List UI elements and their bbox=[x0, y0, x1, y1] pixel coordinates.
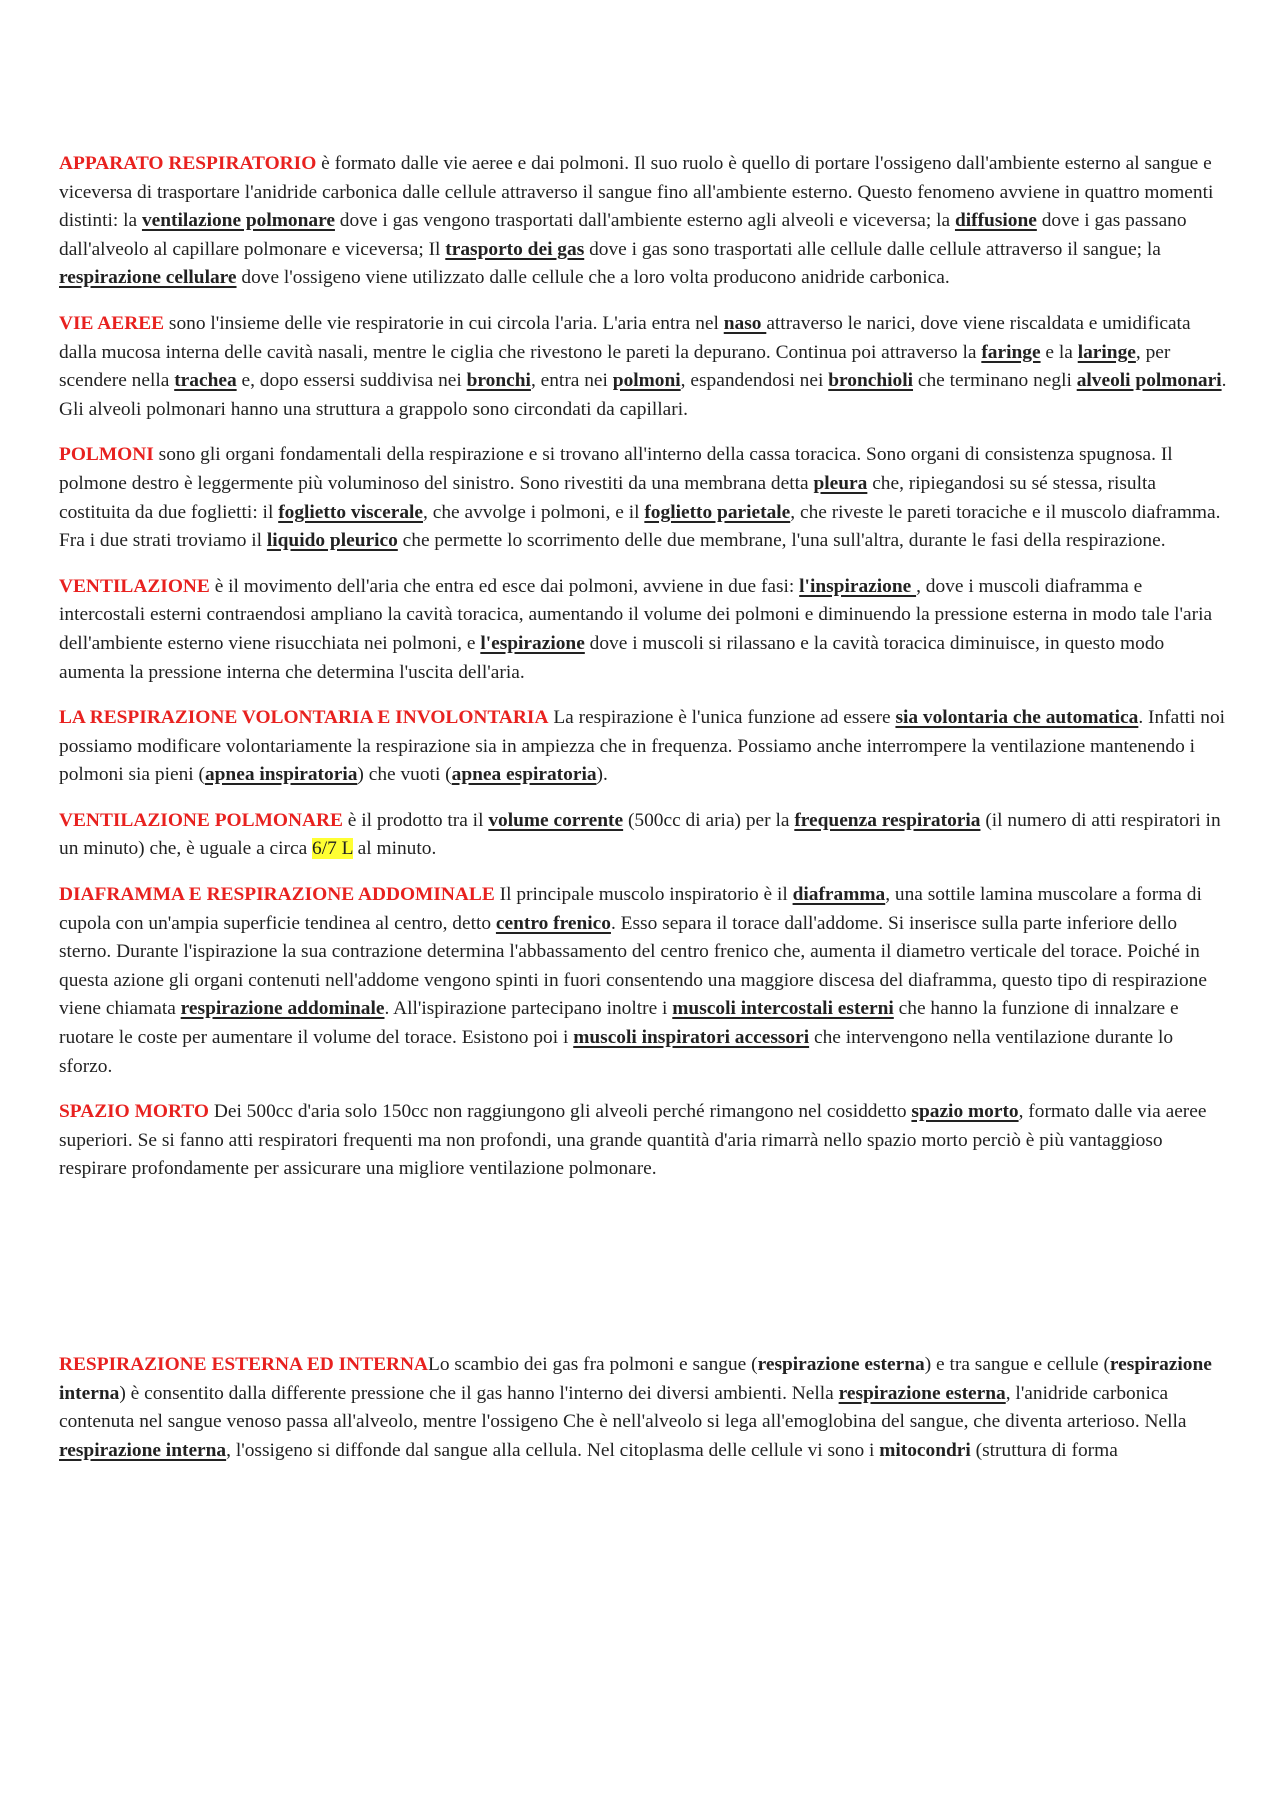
section-heading: RESPIRAZIONE ESTERNA ED INTERNA bbox=[59, 1354, 429, 1375]
key-term: respirazione interna bbox=[59, 1439, 227, 1461]
key-term: frequenza respiratoria bbox=[794, 809, 981, 831]
body-text: sono gli organi fondamentali della respirazione e si trovano all'interno della cassa toracica. Sono organi di consistenza spugnosa. Il polmone destro è leggermente più voluminoso del sinistro. Sono rivestiti da una membrana detta bbox=[59, 444, 1173, 494]
body-text: . All'ispirazione partecipano inoltre i bbox=[384, 998, 673, 1020]
key-term: liquido pleurico bbox=[266, 530, 398, 552]
body-text: , che riveste le pareti toraciche e il muscolo diaframma. Fra i due strati troviamo il bbox=[59, 501, 1221, 552]
section-heading: DIAFRAMMA E RESPIRAZIONE ADDOMINALE bbox=[59, 884, 495, 906]
body-text: attraverso le narici, dove viene riscaldata e umidificata dalla mucosa interna delle cavità nasali, mentre le ciglia che rivestono le pareti la depurano. Continua poi attraverso la bbox=[59, 312, 1191, 363]
body-text: e, dopo essersi suddivisa nei bbox=[236, 370, 467, 392]
key-term: foglietto viscerale bbox=[278, 501, 424, 523]
key-term: muscoli intercostali esterni bbox=[672, 998, 894, 1020]
key-term: alveoli polmonari bbox=[1076, 370, 1222, 392]
body-text: è il movimento dell'aria che entra ed esce dai polmoni, avviene in due fasi: bbox=[209, 575, 800, 597]
highlighted-value: 6/7 L bbox=[312, 838, 353, 860]
key-term: sia volontaria che automatica bbox=[895, 707, 1139, 729]
body-text: ) che vuoti ( bbox=[357, 764, 452, 786]
document-page bbox=[59, 150, 1229, 1482]
body-text: , entra nei bbox=[530, 370, 613, 392]
body-text: (500cc di aria) per la bbox=[623, 809, 795, 831]
section-heading: VENTILAZIONE bbox=[59, 575, 210, 597]
paragraph-polmoni bbox=[59, 441, 1229, 555]
body-text: , una sottile lamina muscolare a forma di cupola con un'ampia superficie tendinea al centro, detto bbox=[59, 884, 1202, 934]
body-text: sono l'insieme delle vie respiratorie in cui circola l'aria. L'aria entra nel bbox=[164, 312, 724, 334]
key-term: diffusione bbox=[954, 210, 1037, 232]
bold-term: respirazione esterna bbox=[757, 1354, 925, 1375]
section-heading: VENTILAZIONE POLMONARE bbox=[59, 809, 343, 831]
body-text: che hanno la funzione di innalzare e ruotare le coste per aumentare il volume del torace. Esistono poi i bbox=[59, 998, 1179, 1049]
key-term: spazio morto bbox=[911, 1101, 1019, 1123]
body-text: ) è consentito dalla differente pressione che il gas hanno l'interno dei diversi ambienti. Nella bbox=[119, 1382, 839, 1404]
paragraph-esterna-interna bbox=[59, 1351, 1229, 1465]
key-term: naso bbox=[723, 312, 767, 334]
key-term: respirazione addominale bbox=[180, 998, 385, 1020]
key-term: laringe bbox=[1077, 341, 1136, 363]
body-text: . Gli alveoli polmonari hanno una struttura a grappolo sono circondati da capillari. bbox=[59, 370, 1227, 420]
body-text: e la bbox=[1040, 341, 1078, 363]
body-text: Il principale muscolo inspiratorio è il bbox=[494, 884, 793, 906]
body-text: dove i gas passano dall'alveolo al capillare polmonare e viceversa; Il bbox=[59, 210, 1187, 260]
key-term: volume corrente bbox=[488, 809, 624, 831]
body-text: , per scendere nella bbox=[59, 341, 1171, 392]
body-text: dove i gas sono trasportati alle cellule dalle cellule attraverso il sangue; la bbox=[584, 238, 1161, 260]
section-heading: POLMONI bbox=[59, 444, 154, 466]
section-heading: LA RESPIRAZIONE VOLONTARIA E INVOLONTARIA bbox=[59, 707, 549, 729]
body-text: Dei 500cc d'aria solo 150cc non raggiungono gli alveoli perché rimangono nel cosiddetto bbox=[208, 1101, 912, 1123]
body-text: La respirazione è l'unica funzione ad essere bbox=[548, 707, 896, 729]
body-text: è formato dalle vie aeree e dai polmoni. Il suo ruolo è quello di portare l'ossigeno dall'ambiente esterno al sangue e viceversa di trasportare l'anidride carbonica dalle cellule attraverso il sangue fino all'ambiente esterno. Questo fenomeno avviene in quattro momenti distinti: la bbox=[59, 153, 1214, 232]
key-term: ventilazione polmonare bbox=[141, 210, 335, 232]
body-text: che terminano negli bbox=[913, 370, 1077, 392]
paragraph-apparato bbox=[59, 150, 1229, 293]
key-term: bronchi bbox=[466, 370, 531, 392]
key-term: diaframma bbox=[792, 884, 886, 906]
body-text: che intervengono nella ventilazione durante lo sforzo. bbox=[59, 1027, 1174, 1077]
body-text: , l'ossigeno si diffonde dal sangue alla cellula. Nel citoplasma delle cellule vi sono i bbox=[226, 1439, 880, 1461]
body-text: al minuto. bbox=[352, 838, 437, 860]
bold-term: mitocondri bbox=[879, 1439, 971, 1461]
key-term: polmoni bbox=[612, 370, 681, 392]
body-text: , dove i muscoli diaframma e intercostali esterni contraendosi ampliano la cavità toracica, aumentando il volume dei polmoni e diminuendo la pressione esterna in modo tale l'aria dell'ambiente esterno viene risucchiata nei polmoni, e bbox=[59, 575, 1213, 654]
section-heading: SPAZIO MORTO bbox=[59, 1101, 209, 1123]
key-term: centro frenico bbox=[495, 912, 611, 934]
paragraph-volontaria bbox=[59, 704, 1229, 790]
body-text: ) e tra sangue e cellule ( bbox=[924, 1354, 1110, 1375]
body-text: , che avvolge i polmoni, e il bbox=[423, 501, 645, 523]
page-spacer bbox=[59, 1201, 1229, 1351]
paragraph-ventilazione-polmonare bbox=[59, 807, 1229, 864]
key-term: apnea espiratoria bbox=[451, 764, 597, 786]
body-text: . Infatti noi possiamo modificare volontariamente la respirazione sia in ampiezza che in frequenza. Possiamo anche interrompere la ventilazione mantenendo i polmoni sia pieni ( bbox=[59, 707, 1226, 786]
key-term: respirazione cellulare bbox=[59, 267, 237, 289]
key-term: l'inspirazione bbox=[799, 575, 917, 597]
body-text: , l'anidride carbonica contenuta nel sangue venoso passa all'alveolo, mentre l'ossigeno Che è nell'alveolo si lega all'emoglobina del sangue, che diventa arterioso. Nella bbox=[59, 1382, 1187, 1433]
body-text: è il prodotto tra il bbox=[342, 809, 489, 831]
body-text: ). bbox=[596, 764, 608, 786]
body-text: dove i muscoli si rilassano e la cavità toracica diminuisce, in questo modo aumenta la pressione interna che determina l'uscita dell'aria. bbox=[59, 632, 1165, 683]
paragraph-diaframma bbox=[59, 881, 1229, 1081]
bold-term: respirazione interna bbox=[59, 1354, 1212, 1404]
body-text: che, ripiegandosi su sé stessa, risulta costituita da due foglietti: il bbox=[59, 472, 1156, 523]
paragraph-ventilazione bbox=[59, 573, 1229, 687]
key-term: foglietto parietale bbox=[644, 501, 791, 523]
body-text: (il numero di atti respiratori in un minuto) che, è uguale a circa bbox=[59, 809, 1221, 860]
body-text: Lo scambio dei gas fra polmoni e sangue ( bbox=[428, 1354, 758, 1375]
body-text: dove i gas vengono trasportati dall'ambiente esterno agli alveoli e viceversa; la bbox=[334, 210, 955, 232]
key-term: trasporto dei gas bbox=[445, 238, 585, 260]
key-term: respirazione esterna bbox=[838, 1382, 1006, 1404]
key-term: apnea inspiratoria bbox=[204, 764, 358, 786]
key-term: bronchioli bbox=[828, 370, 914, 392]
key-term: muscoli inspiratori accessori bbox=[573, 1027, 810, 1049]
key-term: faringe bbox=[981, 341, 1041, 363]
section-heading: VIE AEREE bbox=[59, 312, 165, 334]
paragraph-spazio-morto bbox=[59, 1098, 1229, 1184]
key-term: pleura bbox=[813, 472, 868, 494]
body-text: che permette lo scorrimento delle due membrane, l'una sull'altra, durante le fasi della respirazione. bbox=[397, 530, 1166, 552]
body-text: (struttura di forma bbox=[970, 1439, 1118, 1461]
key-term: trachea bbox=[174, 370, 237, 392]
body-text: , formato dalle via aeree superiori. Se si fanno atti respiratori frequenti ma non profondi, una grande quantità d'aria rimarrà nello spazio morto perciò è più vantaggioso respirare profondamente per assicurare una migliore ventilazione polmonare. bbox=[59, 1101, 1207, 1180]
body-text: . Esso separa il torace dall'addome. Si inserisce sulla parte inferiore dello sterno. Durante l'ispirazione la sua contrazione determina l'abbassamento del centro frenico che, aumenta il diametro verticale del torace. Poiché in questa azione gli organi contenuti nell'addome vengono spinti in fuori consentendo una maggiore discesa del diaframma, questo tipo di respirazione viene chiamata bbox=[59, 912, 1207, 1020]
key-term: l'espirazione bbox=[480, 632, 585, 654]
paragraph-vie-aeree bbox=[59, 310, 1229, 424]
body-text: , espandendosi nei bbox=[680, 370, 829, 392]
body-text: dove l'ossigeno viene utilizzato dalle cellule che a loro volta producono anidride carbonica. bbox=[236, 267, 950, 289]
section-heading: APPARATO RESPIRATORIO bbox=[59, 153, 317, 174]
